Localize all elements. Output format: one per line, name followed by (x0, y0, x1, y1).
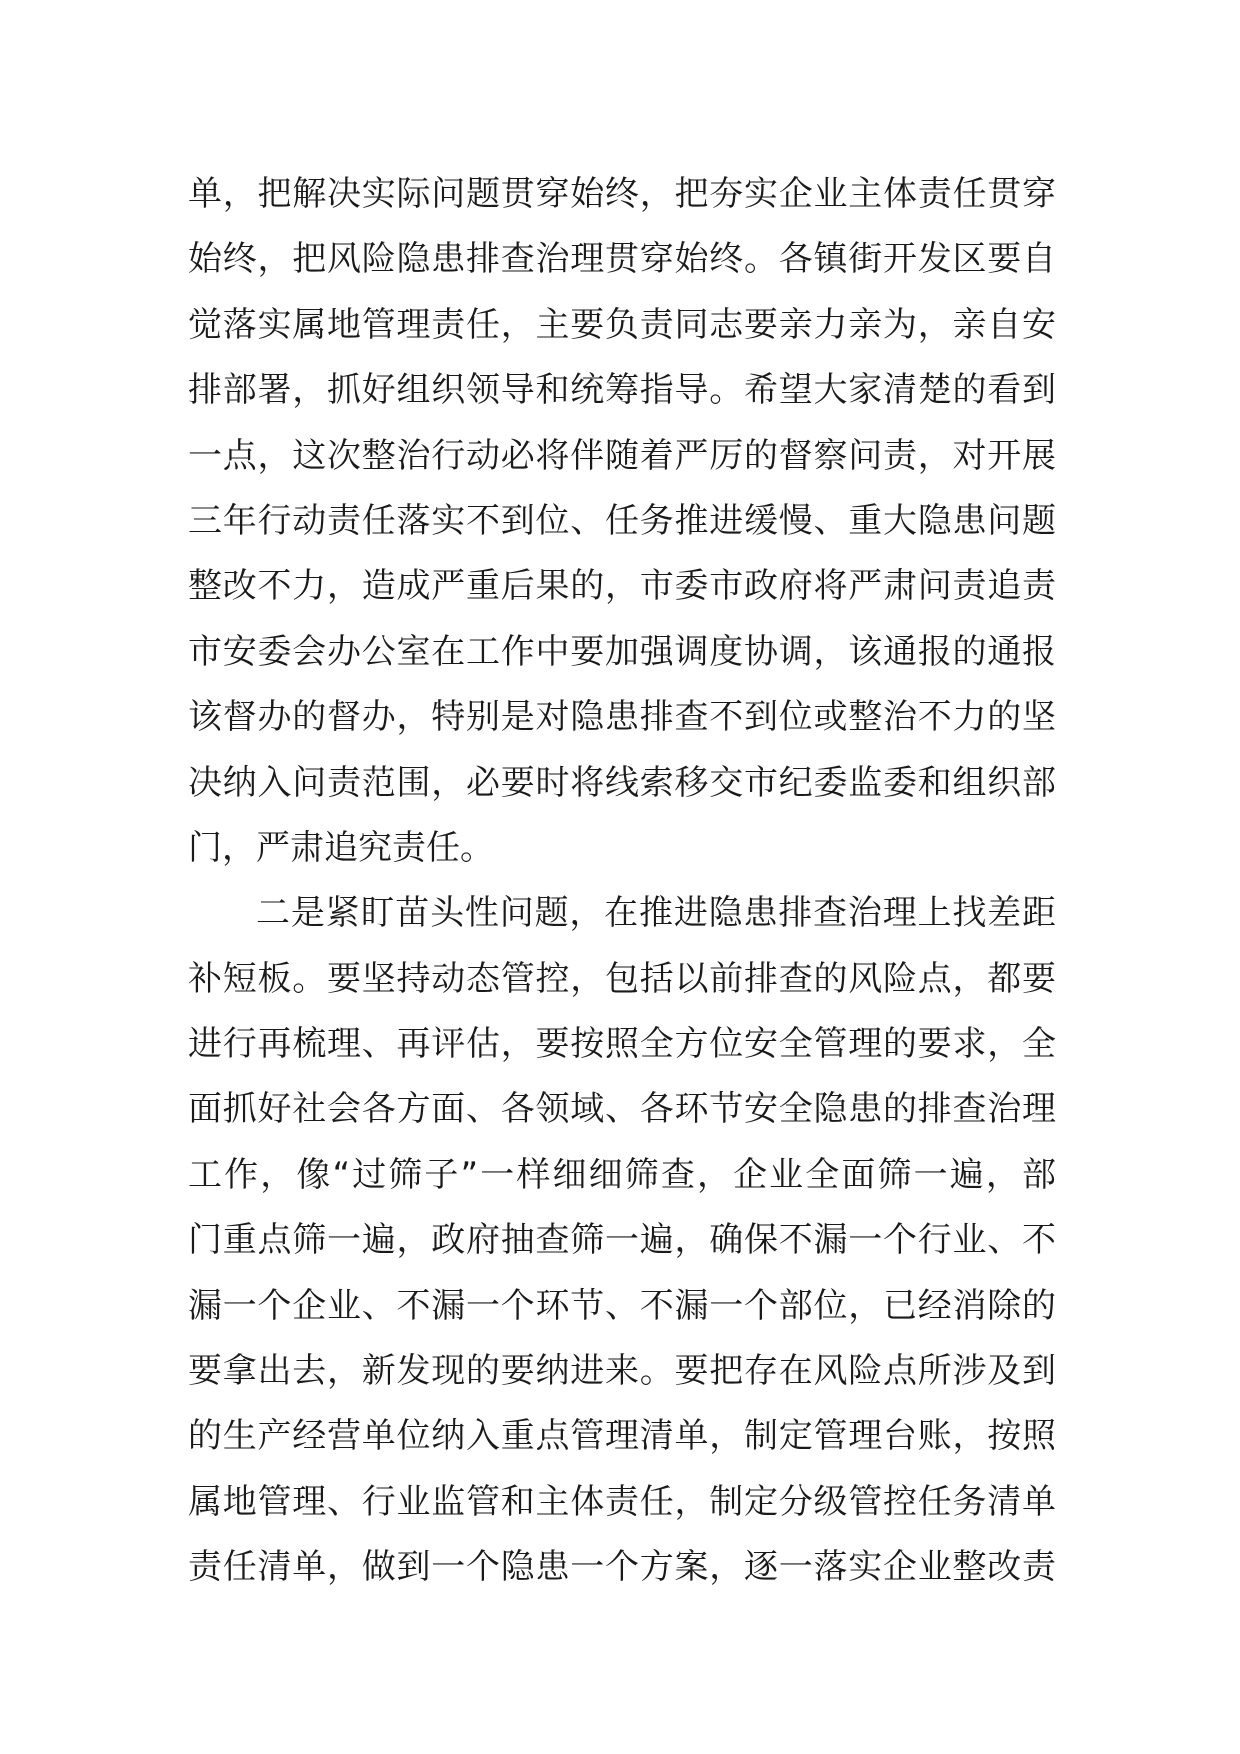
text-line: 的生产经营单位纳入重点管理清单，制定管理台账，按照 (188, 1416, 1056, 1457)
text-line: 二是紧盯苗头性问题，在推进隐患排查治理上找差距 (256, 893, 1056, 934)
text-line: 门，严肃追究责任。 (188, 827, 494, 868)
text-line: 补短板。要坚持动态管控，包括以前排查的风险点，都要 (188, 958, 1056, 999)
text-line: 要拿出去，新发现的要纳进来。要把存在风险点所涉及到 (188, 1351, 1056, 1392)
text-line: 该督办的督办，特别是对隐患排查不到位或整治不力的坚 (188, 697, 1056, 738)
paragraph-hazard-inspection (188, 881, 1056, 1600)
text-line: 工作，像“过筛子”一样细细筛查，企业全面筛一遍，部 (188, 1154, 1056, 1195)
text-line: 面抓好社会各方面、各领域、各环节安全隐患的排查治理 (188, 1089, 1056, 1130)
text-line: 决纳入问责范围，必要时将线索移交市纪委监委和组织部 (188, 762, 1056, 803)
text-line: 始终，把风险隐患排查治理贯穿始终。各镇街开发区要自 (188, 239, 1056, 280)
text-line: 门重点筛一遍，政府抽查筛一遍，确保不漏一个行业、不 (188, 1220, 1056, 1261)
text-line: 属地管理、行业监管和主体责任，制定分级管控任务清单 (188, 1481, 1056, 1522)
text-line: 单，把解决实际问题贯穿始终，把夯实企业主体责任贯穿 (188, 174, 1056, 214)
paragraph-accountability (188, 162, 1056, 881)
text-line: 觉落实属地管理责任，主要负责同志要亲力亲为，亲自安 (188, 304, 1056, 345)
text-line: 漏一个企业、不漏一个环节、不漏一个部位，已经消除的 (188, 1285, 1056, 1326)
text-line: 责任清单，做到一个隐患一个方案，逐一落实企业整改责 (188, 1547, 1056, 1588)
text-line: 进行再梳理、再评估，要按照全方位安全管理的要求，全 (188, 1024, 1056, 1065)
text-line: 市安委会办公室在工作中要加强调度协调，该通报的通报 (188, 631, 1056, 672)
text-line: 三年行动责任落实不到位、任务推进缓慢、重大隐患问题 (188, 500, 1056, 541)
text-line: 整改不力，造成严重后果的，市委市政府将严肃问责追责 (188, 566, 1056, 607)
text-line: 一点，这次整治行动必将伴随着严厉的督察问责，对开展 (188, 435, 1056, 476)
document-page (188, 162, 1056, 1601)
text-line: 排部署，抓好组织领导和统筹指导。希望大家清楚的看到 (188, 370, 1056, 411)
